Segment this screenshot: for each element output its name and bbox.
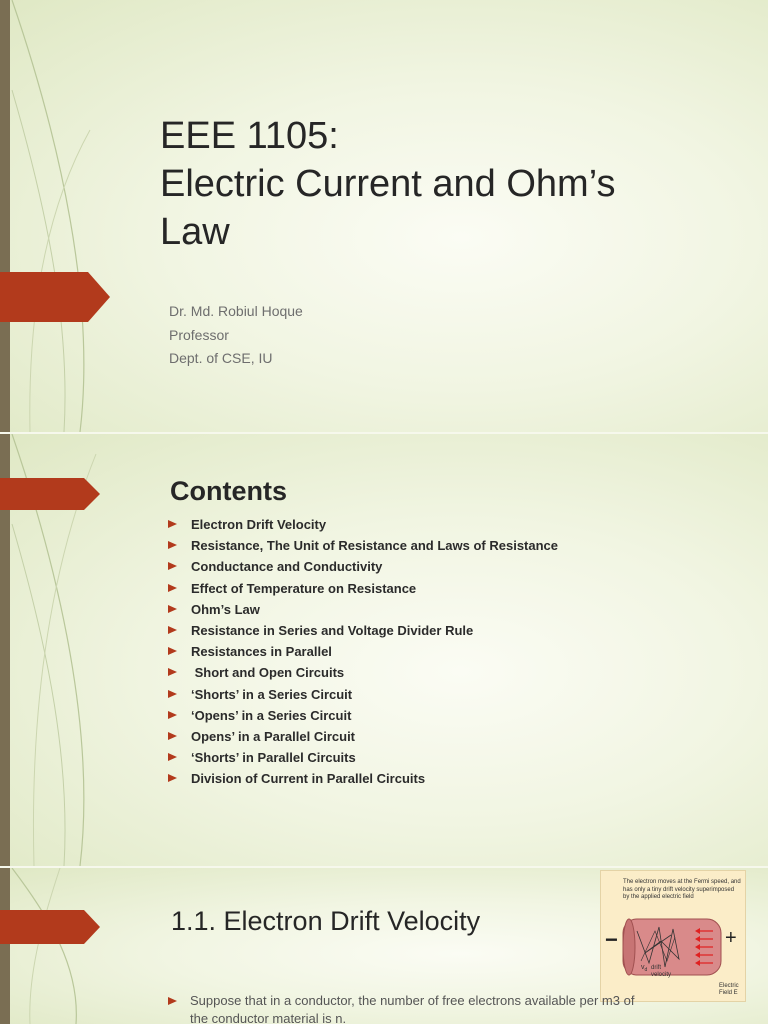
list-item [168,684,558,705]
list-item-label: ‘Shorts’ in a Series Circuit [191,686,353,702]
list-item-label: Ohm’s Law [191,601,260,617]
paragraph-line: Suppose that in a conductor, the number of free electrons available per m3 of [190,993,635,1008]
title-tab-marker [0,272,110,322]
paragraph-line: the conductor material is n. [190,1011,347,1024]
title-slide [0,0,768,432]
list-item-label: ‘Opens’ in a Series Circuit [191,707,352,723]
negative-terminal-icon: − [605,927,618,952]
list-item-label: Opens’ in a Parallel Circuit [191,729,356,745]
vine-decoration [0,868,130,1024]
title-line: EEE 1105: [160,115,339,157]
bullet-arrow-icon [168,562,177,570]
list-item [168,662,558,683]
bullet-arrow-icon [168,997,177,1005]
list-item [168,641,558,662]
drift-velocity-label: drift velocity [651,965,672,978]
list-item [168,620,558,641]
author-title: Professor [169,326,229,343]
title-tab-marker [0,910,100,944]
list-item-label: Effect of Temperature on Resistance [191,580,417,596]
figure-caption: The electron moves at the Fermi speed, and has only a tiny drift velocity superimposed by the applied electric field [623,879,741,900]
title-tab-marker [0,478,100,510]
list-item [168,514,558,535]
bullet-arrow-icon [168,753,177,761]
bullet-arrow-icon [168,711,177,719]
list-item [168,535,558,556]
section-title: 1.1. Electron Drift Velocity [171,906,481,936]
bullet-arrow-icon [168,605,177,613]
bullet-arrow-icon [168,690,177,698]
author-dept: Dept. of CSE, IU [169,350,273,366]
drift-velocity-slide [0,868,768,1024]
bullet-arrow-icon [168,668,177,676]
list-item-label: Resistance, The Unit of Resistance and Laws of Resistance [191,538,559,554]
list-item-label: Conductance and Conductivity [191,559,383,575]
list-item [168,556,558,577]
list-item-label: Resistances in Parallel [191,644,332,660]
bullet-arrow-icon [168,732,177,740]
author-info [169,300,303,371]
bullet-arrow-icon [168,520,177,528]
sidebar-bar [0,0,10,432]
electric-field-label: Electric Field E [719,983,739,996]
title-line: Electric Current and Ohm’s [160,163,616,205]
list-item-label: Short and Open Circuits [191,665,345,681]
list-item [168,578,558,599]
vd-label: $v_d$ [641,964,648,973]
list-item [168,705,558,726]
contents-slide [0,434,768,866]
conductor-diagram [601,871,745,1001]
positive-terminal-icon: + [725,927,737,949]
list-item [168,747,558,768]
list-item [168,599,558,620]
bullet-arrow-icon [168,584,177,592]
slide-title [160,112,720,256]
list-item-label: Electron Drift Velocity [191,517,327,532]
bullet-arrow-icon [168,647,177,655]
body-paragraph [168,992,634,1024]
sidebar-bar [0,868,10,1024]
list-item-label: ‘Shorts’ in Parallel Circuits [191,750,356,766]
list-item [168,726,558,747]
list-item [168,768,558,789]
contents-title: Contents [170,476,287,506]
author-name: Dr. Md. Robiul Hoque [169,303,303,319]
list-item-label: Division of Current in Parallel Circuits [191,771,426,787]
bullet-arrow-icon [168,626,177,634]
drift-velocity-figure [600,870,746,1002]
contents-list [168,514,558,790]
vine-decoration [0,0,130,432]
bullet-arrow-icon [168,541,177,549]
list-item-label: Resistance in Series and Voltage Divider Rule [191,623,474,639]
title-line: Law [160,211,230,253]
bullet-arrow-icon [168,774,177,782]
